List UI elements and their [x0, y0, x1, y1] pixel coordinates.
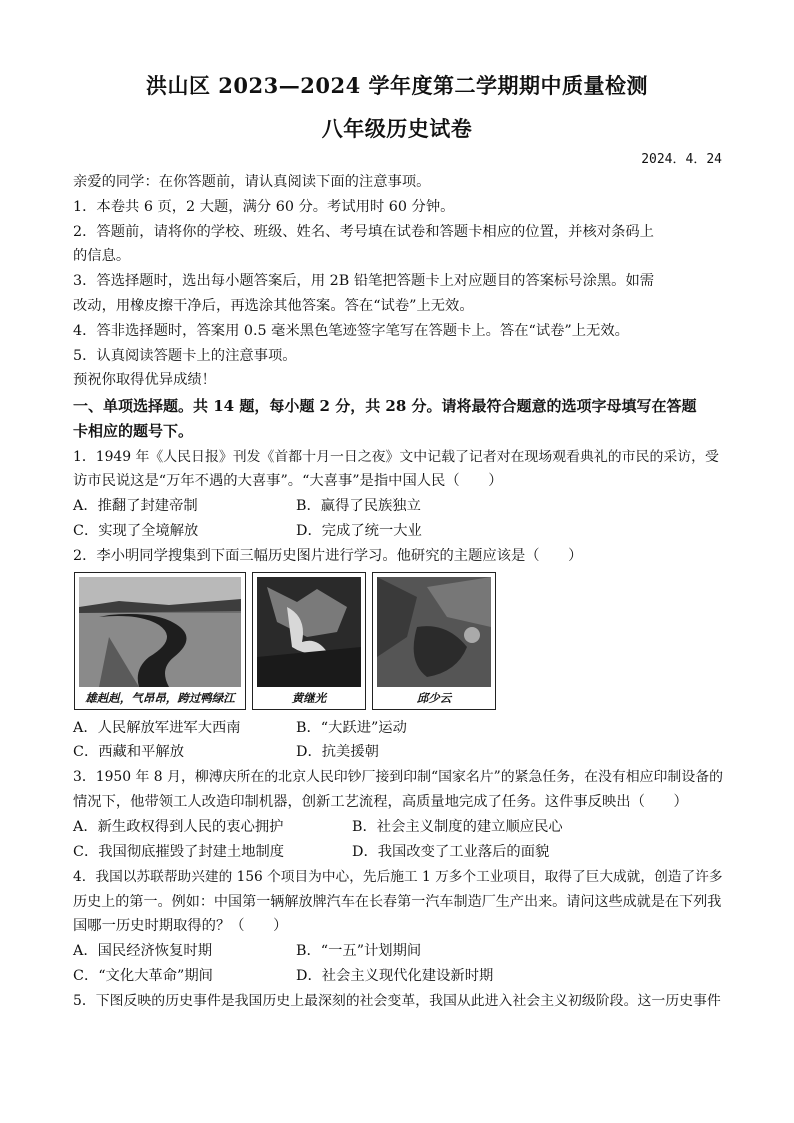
question-3-option-a: A．新生政权得到人民的衷心拥护 [73, 819, 284, 835]
huang-jiguang-image [257, 577, 361, 687]
exam-title: 洪山区 2023—2024 学年度第二学期期中质量检测 [145, 73, 648, 98]
question-4-option-a: A．国民经济恢复时期 [73, 943, 212, 959]
photo-caption: 雄赳赳，气昂昂，跨过鸭绿江 [85, 691, 235, 705]
question-1-option-c: C．实现了全境解放 [73, 523, 199, 539]
question-2-option-c: C．西藏和平解放 [73, 744, 185, 760]
section-heading: 卡相应的题号下。 [73, 422, 194, 440]
question-3-option-b: B．社会主义制度的建立顺应民心 [352, 819, 563, 835]
photo-huang-jiguang [252, 572, 366, 710]
question-1-option-b: B．赢得了民族独立 [296, 498, 421, 514]
question-2-text: 2．李小明同学搜集到下面三幅历史图片进行学习。他研究的主题应该是（ ） [73, 548, 583, 564]
question-1-option-a: A．推翻了封建帝制 [73, 498, 198, 514]
question-4-option-d: D．社会主义现代化建设新时期 [296, 968, 494, 984]
notice-line: 2．答题前，请将你的学校、班级、姓名、考号填在试卷和答题卡相应的位置，并核对条码上 [73, 224, 654, 240]
photo-troops-crossing [74, 572, 246, 710]
notice-line: 5．认真阅读答题卡上的注意事项。 [73, 348, 297, 364]
question-2-option-b: B．“大跃进”运动 [296, 720, 407, 736]
qiu-shaoyun-image [377, 577, 491, 687]
photo-strip [74, 572, 498, 710]
notice-line: 预祝你取得优异成绩！ [73, 372, 216, 388]
question-3-text: 3．1950 年 8 月，柳溥庆所在的北京人民印钞厂接到印制“国家名片”的紧急任务，在没有相应印制设备的 [73, 769, 723, 785]
exam-subtitle: 八年级历史试卷 [321, 116, 473, 141]
notice-line: 亲爱的同学：在你答题前，请认真阅读下面的注意事项。 [73, 174, 431, 190]
question-4-text: 历史上的第一。例如：中国第一辆解放牌汽车在长春第一汽车制造厂生产出来。请问这些成就是在下列我 [73, 894, 722, 910]
question-1-option-d: D．完成了统一大业 [296, 523, 422, 539]
notice-line: 改动，用橡皮擦干净后，再选涂其他答案。答在“试卷”上无效。 [73, 298, 474, 314]
photo-caption: 黄继光 [291, 691, 327, 705]
photo-caption: 邱少云 [416, 691, 452, 705]
question-1-text: 1．1949 年《人民日报》刊发《首都十月一日之夜》文中记载了记者对在现场观看典礼的市民的采访，受 [73, 449, 719, 465]
troops-crossing-image [79, 577, 241, 687]
section-heading: 一、单项选择题。共 14 题，每小题 2 分，共 28 分。请将最符合题意的选项字母填写在答题 [73, 397, 697, 415]
question-5-text: 5．下图反映的历史事件是我国历史上最深刻的社会变革，我国从此进入社会主义初级阶段。这一历史事件 [73, 993, 721, 1009]
question-3-option-d: D．我国改变了工业落后的面貌 [352, 844, 550, 860]
question-4-text: 国哪一历史时期取得的？（ ） [73, 918, 288, 934]
question-1-text: 访市民说这是“万年不遇的大喜事”。“大喜事”是指中国人民（ ） [73, 473, 503, 489]
notice-line: 的信息。 [73, 248, 131, 264]
question-4-option-b: B．“一五”计划期间 [296, 943, 422, 959]
question-4-text: 4．我国以苏联帮助兴建的 156 个项目为中心，先后施工 1 万多个工业项目，取得了巨大成就，创造了许多 [73, 869, 723, 885]
question-2-option-d: D．抗美援朝 [296, 744, 379, 760]
question-4-option-c: C．“文化大革命”期间 [73, 968, 213, 984]
question-3-text: 情况下，他带领工人改造印制机器，创新工艺流程，高质量地完成了任务。这件事反映出（ ） [73, 794, 688, 810]
notice-line: 1．本卷共 6 页，2 大题，满分 60 分。考试用时 60 分钟。 [73, 199, 455, 215]
notice-line: 3．答选择题时，选出每小题答案后，用 2B 铅笔把答题卡上对应题目的答案标号涂黑。如需 [73, 273, 655, 289]
photo-qiu-shaoyun [372, 572, 496, 710]
exam-date: 2024．4．24 [641, 152, 722, 167]
notice-line: 4．答非选择题时，答案用 0.5 毫米黑色笔迹签字笔写在答题卡上。答在“试卷”上无效。 [73, 323, 629, 339]
question-2-option-a: A．人民解放军进军大西南 [73, 720, 241, 736]
question-3-option-c: C．我国彻底摧毁了封建土地制度 [73, 844, 285, 860]
